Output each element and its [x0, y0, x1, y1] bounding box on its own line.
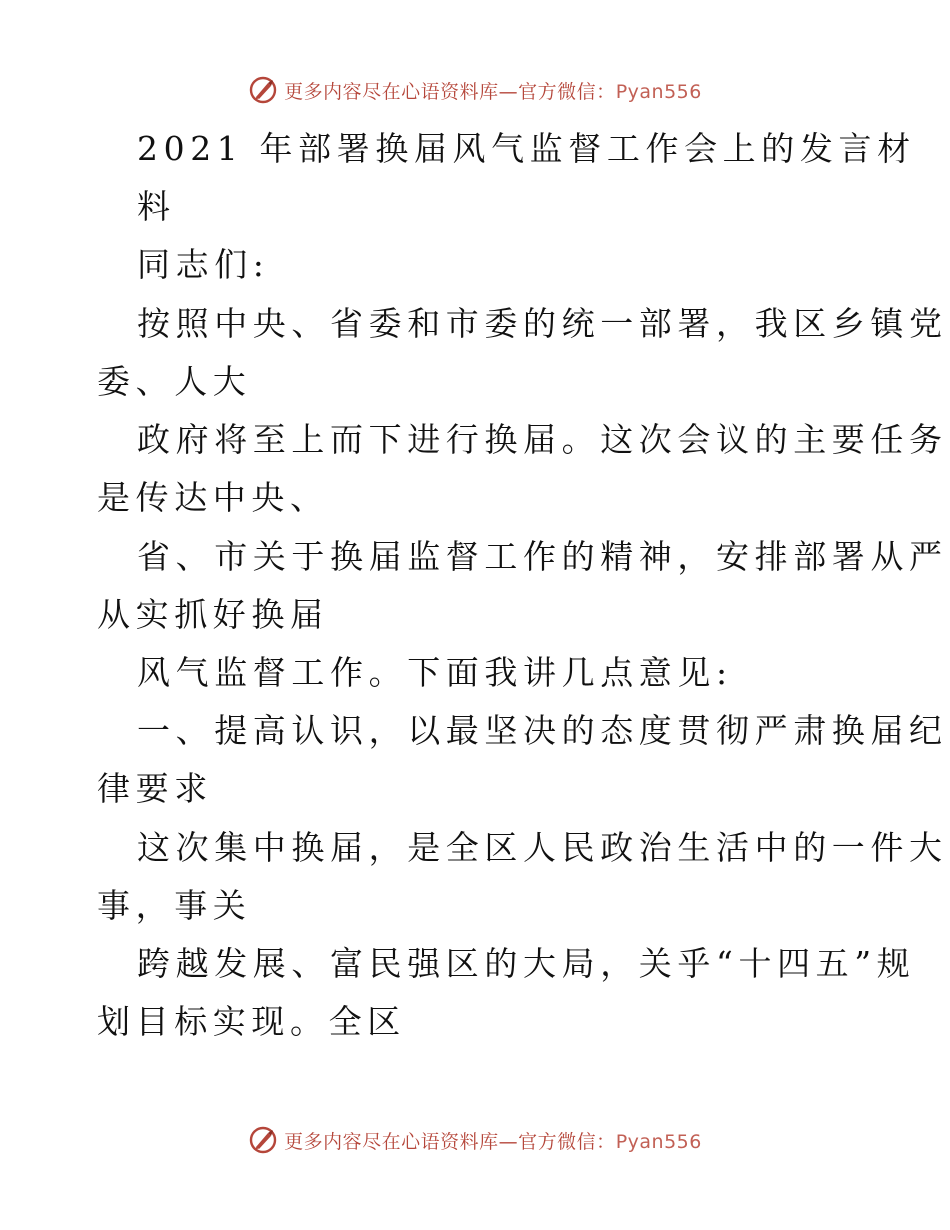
paragraph-line: 省、市关于换届监督工作的精神，安排部署从严 [137, 537, 948, 576]
quill-pen-logo-icon [248, 75, 278, 105]
watermark-slogan: 更多内容尽在心语资料库 [284, 1130, 499, 1153]
paragraph-line: 划目标实现。全区 [97, 1002, 406, 1041]
footer-watermark [0, 1120, 950, 1160]
watermark-wechat-label: 官方微信： [518, 1130, 616, 1153]
watermark-separator: — [498, 1130, 519, 1153]
watermark-slogan: 更多内容尽在心语资料库 [284, 80, 499, 103]
paragraph-line: 按照中央、省委和市委的统一部署，我区乡镇党 [137, 304, 948, 343]
watermark-text [284, 77, 702, 104]
watermark-wechat-label: 官方微信： [518, 80, 616, 103]
watermark-text [284, 1127, 702, 1154]
watermark-wechat-id: Pyan556 [615, 80, 702, 103]
paragraph-line: 这次集中换届，是全区人民政治生活中的一件大 [137, 828, 948, 867]
quill-pen-logo-icon [248, 1125, 278, 1155]
document-title-line-2: 料 [137, 187, 176, 226]
paragraph-line: 事，事关 [97, 886, 252, 925]
salutation: 同志们: [137, 245, 270, 284]
paragraph-line: 委、人大 [97, 362, 252, 401]
header-watermark [0, 70, 950, 110]
watermark-wechat-id: Pyan556 [615, 1130, 702, 1153]
document-title-line-1: 2021 年部署换届风气监督工作会上的发言材 [137, 129, 916, 168]
paragraph-line: 从实抓好换届 [97, 595, 329, 634]
paragraph-line: 是传达中央、 [97, 478, 329, 517]
paragraph-line: 政府将至上而下进行换届。这次会议的主要任务 [137, 420, 948, 459]
section-heading-line: 律要求 [97, 769, 213, 808]
paragraph-line: 跨越发展、富民强区的大局，关乎“十四五”规 [137, 944, 916, 983]
paragraph-line: 风气监督工作。下面我讲几点意见: [137, 653, 733, 692]
section-heading-line: 一、提高认识，以最坚决的态度贯彻严肃换届纪 [137, 711, 948, 750]
watermark-separator: — [498, 80, 519, 103]
